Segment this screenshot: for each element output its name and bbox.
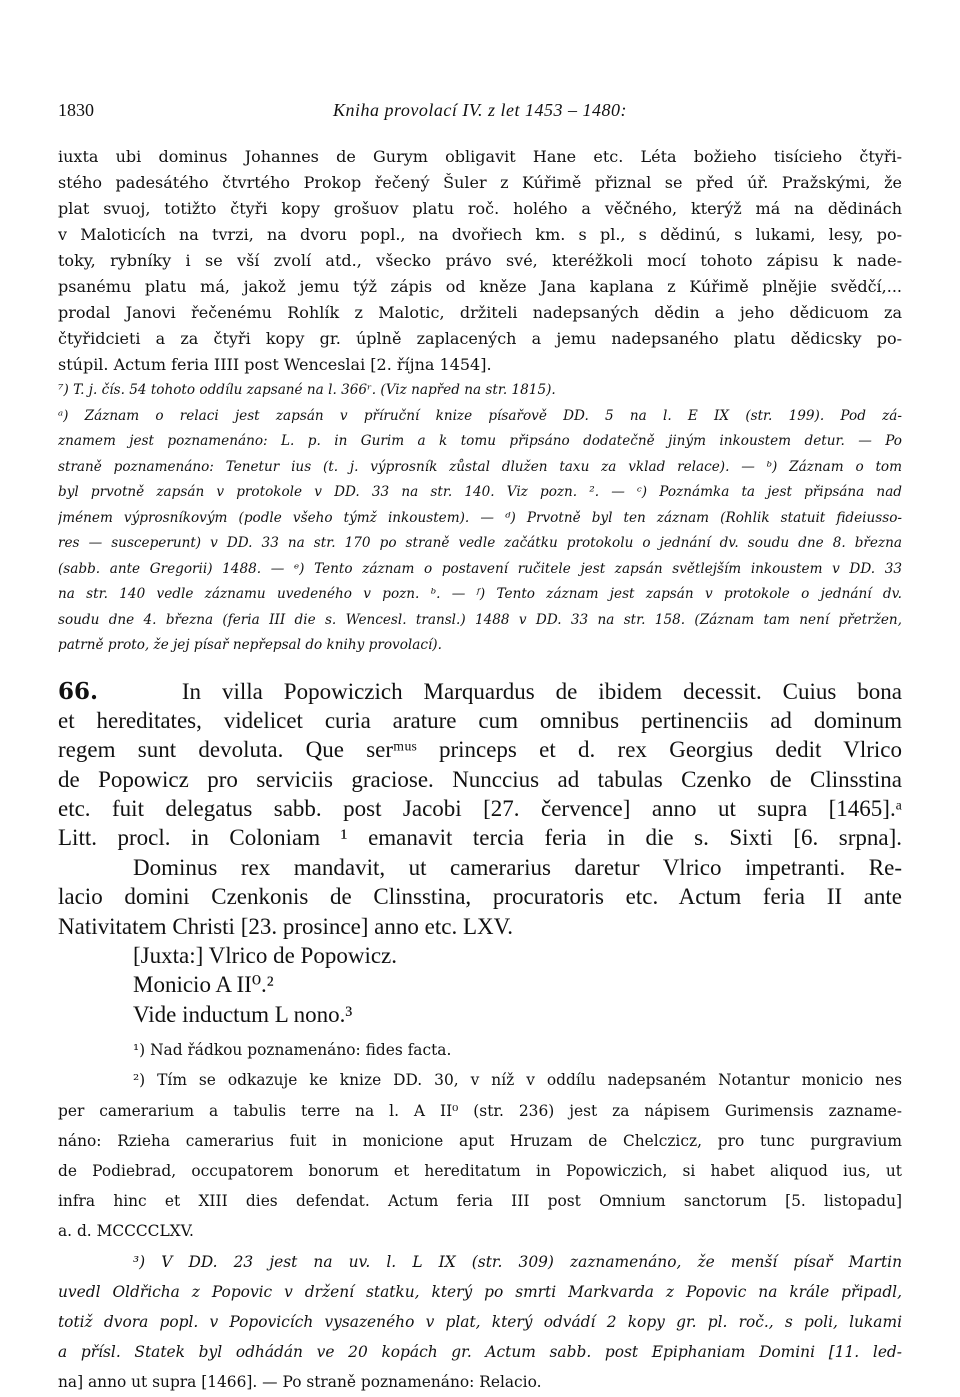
footnote-3-line: a přísl. Statek byl odhádán ve 20 kopách gr. Actum sabb. post Epiphaniam Domini [11. led-: [58, 1343, 902, 1362]
relacio-line: lacio domini Czenkonis de Clinsstina, procuratoris etc. Actum feria II ante: [58, 884, 902, 910]
running-title: Kniha provolací IV. z let 1453 – 1480:: [333, 100, 627, 120]
footnote-line: ⁷) T. j. čís. 54 tohoto oddílu zapsané na l. 366ʳ. (Viz napřed na str. 1815).: [58, 382, 556, 398]
relacio-line: Nativitatem Christi [23. prosince] anno etc. LXV.: [58, 913, 514, 939]
footnote-2-line: per camerarium a tabulis terre na l. A II⁰ (str. 236) jest za nápisem Gurimensis zazname-: [58, 1101, 902, 1120]
entry-line: de Popowicz pro serviciis graciose. Nunccius ad tabulas Czenko de Clinsstina: [58, 766, 902, 792]
footnote-line: patrně proto, že jej písař nepřepsal do knihy provolací).: [58, 637, 442, 653]
entry-line: et hereditates, videlicet curia arature cum omnibus pertinenciis ad dominum: [58, 707, 902, 733]
text-line: v Maloticích na tvrzi, na dvoru popl., na dvořiech km. s pl., s dědinú, s lukami, lesy, po-: [58, 225, 902, 244]
footnote-line: soudu dne 4. března (feria III die s. Wencesl. transl.) 1488 v DD. 33 na str. 158. (Záznam tam není přetržen,: [58, 611, 902, 628]
footnote-3-line: uvedl Oldřicha z Popovic v držení statku, který po smrti Markvarda z Popovic na krále připadl,: [58, 1282, 902, 1301]
footnote-2-line: de Podiebrad, occupatorem bonorum et hereditatum in Popowiczich, si habet aliquod ius, ut: [58, 1161, 902, 1180]
entry-line: regem sunt devoluta. Que serᵐᵘˢ princeps et d. rex Georgius dedit Vlrico: [58, 737, 902, 763]
entry-first-text: In villa Popowiczich Marquardus de ibidem decessit. Cuius bona: [181, 678, 902, 704]
footnote-2-line: náno: Rzieha camerarius fuit in monicione aput Hruzam de Chelczicz, pro tunc purgravium: [58, 1131, 902, 1150]
footnote-3-line: na] anno ut supra [1466]. — Po straně poznamenáno: Relacio.: [58, 1373, 542, 1392]
entry-footnotes: [58, 1035, 902, 1397]
footnote-3-line: ³) V DD. 23 jest na uv. l. L IX (str. 309) zaznamenáno, že menší písař Martin: [133, 1252, 902, 1271]
footnote-3-line: totiž dvora popl. v Popovicích vysazeného v plat, který odvádí 2 kopy gr. pl. roč., s poli, lukami: [58, 1312, 902, 1331]
entry-line: etc. fuit delegatus sabb. post Jacobi [27. července] anno ut supra [1465].ᵃ: [58, 796, 902, 822]
text-line: prodal Janovi řečenému Rohlík z Malotic, držiteli nadepsaných dědin a jeho dědicuom za: [58, 303, 902, 322]
text-line: stúpil. Actum feria IIII post Wenceslai [2. října 1454].: [58, 355, 492, 374]
footnote-line: znamem jest poznamenáno: L. p. in Gurim a k tomu připsáno dodatečně jiným inkoustem detur. — Po: [58, 433, 902, 449]
footnote-line: na str. 140 vedle záznamu uvedeného v pozn. ᵇ. — ᶠ) Tento záznam jest zapsán v protokole o jednání dv.: [58, 586, 902, 602]
entry-line: Litt. procl. in Coloniam ¹ emanavit tercia feria in die s. Sixti [6. srpna].: [58, 825, 902, 851]
continuation-paragraph: [58, 144, 902, 378]
footnote-1: ¹) Nad řádkou poznamenáno: fides facta.: [133, 1041, 452, 1060]
footnote-2-line: ²) Tím se odkazuje ke knize DD. 30, v níž v oddílu nadepsaném Notantur monicio nes: [133, 1071, 902, 1090]
page-header: [58, 100, 902, 132]
juxta-line: [Juxta:] Vlrico de Popowicz.: [133, 943, 398, 969]
footnote-line: straně poznamenáno: Tenetur ius (t. j. výprosník zůstal dlužen taxu za vklad relace). — ᵇ) Záznam o tom: [58, 458, 902, 475]
prior-footnotes: [58, 378, 902, 659]
monicio-line: Monicio A II⁰.²: [133, 972, 274, 998]
vide-line: Vide inductum L nono.³: [133, 1001, 353, 1027]
page-number: 1830: [58, 100, 94, 120]
entry-66: [58, 677, 902, 1030]
relacio-line: Dominus rex mandavit, ut camerarius daretur Vlrico impetranti. Re-: [133, 854, 902, 880]
footnote-2-line: infra hinc et XIII dies defendat. Actum feria III post Omnium sanctorum [5. listopadu]: [58, 1192, 902, 1211]
text-line: stého padesátého čtvrtého Prokop řečený Šuler z Kúřimě přiznal se před úř. Pražskými, že: [58, 173, 902, 192]
text-line: iuxta ubi dominus Johannes de Gurym obligavit Hane etc. Léta božieho tisícieho čtyři-: [58, 147, 902, 166]
footnote-line: (sabb. ante Gregorii) 1488. — ᵉ) Tento záznam o postavení ručitele jest zapsán světlejším inkoustem v DD. 33: [58, 560, 902, 577]
text-line: čtyřidcieti a za čtyři kopy gr. úplně zaplacených a jemu nadepsaného platu dědicsky po-: [58, 329, 902, 348]
entry-number: 66.: [58, 677, 99, 705]
text-line: psanému platu má, jakož jemu týž zápis od kněze Jana kaplana z Kúřimě plnějie svědčí,...: [58, 277, 902, 296]
footnote-line: res — susceperunt) v DD. 33 na str. 170 po straně vedle začátku protokolu o jednání dv. soudu dne 8. března: [58, 535, 902, 551]
footnote-2-line: a. d. MCCCCLXV.: [58, 1222, 194, 1241]
text-line: toky, rybníky i se vší zvolí atd., všecko právo své, kteréžkoli mocí tohoto zápisu k nade-: [58, 251, 902, 270]
entry-first-line: [58, 677, 902, 706]
footnote-line: jménem výprosníkovým (podle všeho týmž inkoustem). — ᵈ) Prvotně byl ten záznam (Rohlik statuit fideiusso-: [58, 509, 902, 526]
text-line: plat svuoj, totižto čtyři kopy grošuov platu roč. holého a věčného, kterýž má na dědinách: [58, 199, 902, 218]
footnote-line: ᵃ) Záznam o relaci jest zapsán v příruční knize písařově DD. 5 na l. E IX (str. 199). Pod zá-: [58, 407, 902, 424]
footnote-line: byl prvotně zapsán v protokole v DD. 33 na str. 140. Viz pozn. ². — ᶜ) Poznámka ta jest připsána nad: [58, 484, 902, 500]
